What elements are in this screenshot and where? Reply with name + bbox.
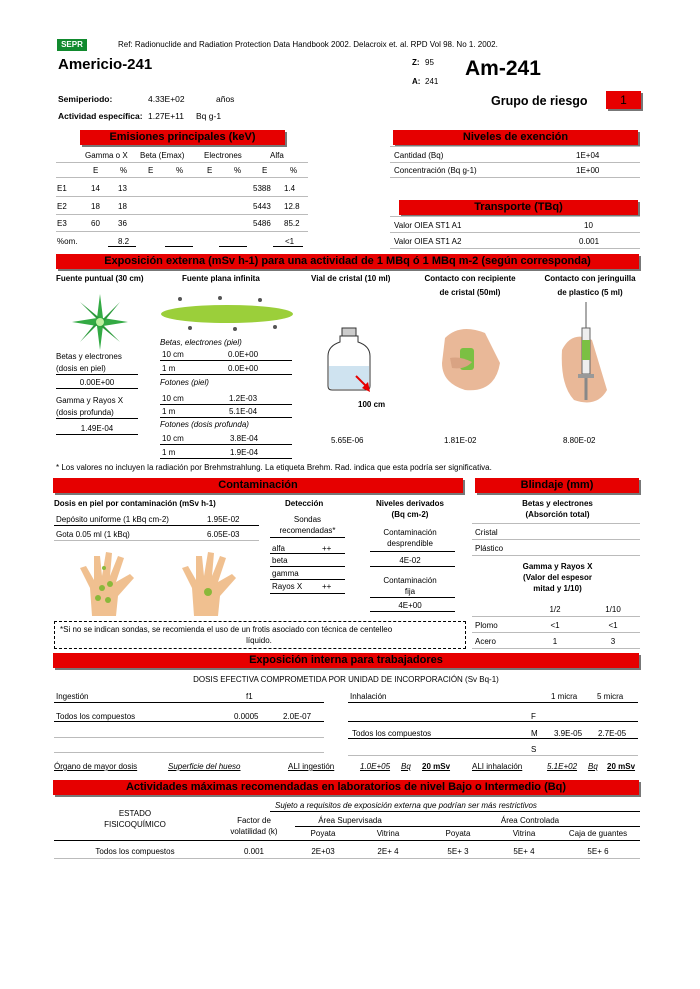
vial-icon [326, 326, 376, 396]
syringe-title: Contacto con jeringuilla [544, 274, 636, 283]
labs-row-factor: 0.001 [243, 847, 265, 856]
plane-value: 1.9E-04 [230, 448, 259, 457]
inhalation-1-micron-value: 3.9E-05 [554, 729, 583, 738]
micron-5-label: 5 micra [597, 692, 624, 701]
emission-gamma-e: 60 [91, 219, 100, 228]
fixed-label: Contaminación [383, 576, 437, 585]
plane-photon-skin-title: Fotones (piel) [160, 378, 209, 387]
emission-gamma-e: 18 [91, 202, 100, 211]
half-life-unit: años [216, 94, 235, 104]
pct-omitted-gamma: 8.2 [118, 237, 130, 246]
beta-skin-label-2: (dosis en piel) [56, 364, 106, 373]
organ-value: Superficie del hueso [168, 762, 241, 771]
exemption-header: Niveles de exención [393, 130, 638, 145]
syringe-dose-value: 8.80E-02 [563, 436, 596, 445]
skin-contamination-title: Dosis en piel por contaminación (mSv h-1) [54, 499, 216, 508]
inhalation-class: M [531, 729, 538, 738]
labs-value: 5E+ 4 [513, 847, 535, 856]
z-value: 95 [425, 58, 434, 67]
shield-gamma-title-2: (Valor del espesor [523, 573, 592, 582]
probe-name: beta [272, 556, 288, 565]
state-header: ESTADO [118, 809, 152, 818]
fixed-value: 4E+00 [398, 601, 422, 610]
shield-beta-row: Cristal [475, 528, 498, 537]
inhalation-class: F [531, 712, 536, 721]
plane-distance: 1 m [162, 364, 176, 373]
sub-e: E [262, 166, 268, 175]
sub-e: E [207, 166, 213, 175]
plane-value: 1.2E-03 [229, 394, 258, 403]
sepr-logo: SEPR [57, 39, 87, 51]
emission-alfa-pct: 12.8 [284, 202, 300, 211]
plane-source-icon [160, 294, 295, 334]
z-label: Z: [412, 58, 420, 67]
shield-beta-title-2: (Absorción total) [525, 510, 590, 519]
ali-inhalation-unit: Bq [588, 762, 598, 771]
exemption-value: 1E+00 [576, 166, 600, 175]
shield-beta-row: Plástico [475, 544, 504, 553]
hand-drop-icon [174, 548, 244, 618]
derived-levels-title: Niveles derivados [375, 499, 445, 508]
point-source-icon [70, 292, 130, 352]
probe-name: alfa [272, 544, 285, 553]
gamma-deep-label: Gamma y Rayos X [56, 396, 124, 405]
a-value: 241 [425, 77, 439, 86]
probes-title: Sondas [293, 515, 322, 524]
shield-material: Acero [475, 637, 496, 646]
emissions-col-beta: Beta (Emax) [140, 151, 185, 160]
emission-alfa-pct: 85.2 [284, 219, 300, 228]
labs-header: Actividades máximas recomendadas en laboratorios de nivel Bajo o Intermedio (Bq) [53, 780, 639, 795]
removable-label: Contaminación [383, 528, 437, 537]
container-dose-value: 1.81E-02 [444, 436, 477, 445]
emission-alfa-e: 5443 [253, 202, 271, 211]
probe-name: gamma [272, 569, 299, 578]
skin-row-label: Depósito uniforme (1 kBq cm-2) [56, 515, 169, 524]
exemption-label: Cantidad (Bq) [394, 151, 444, 160]
shield-half-value: 1 [552, 637, 558, 646]
plane-value: 5.1E-04 [229, 407, 258, 416]
emission-row-label: E2 [57, 202, 67, 211]
inhalation-class: S [531, 745, 537, 754]
emission-gamma-e: 14 [91, 184, 100, 193]
sub-p: % [234, 166, 242, 175]
sub-p: % [120, 166, 128, 175]
emission-row-label: E3 [57, 219, 67, 228]
sub-col-poyata: Poyata [445, 829, 471, 838]
plane-value: 0.0E+00 [228, 350, 259, 359]
shield-gamma-title-3: mitad y 1/10) [533, 584, 582, 593]
transport-header: Transporte (TBq) [399, 200, 638, 215]
sub-col-poyata: Poyata [310, 829, 336, 838]
derived-levels-unit: (Bq cm-2) [391, 510, 429, 519]
reference-text: Ref: Radionuclide and Radiation Protection Data Handbook 2002. Delacroix et. al. RPD Vol 98. No 1. 2002. [118, 40, 498, 49]
ingestion-f1: 0.0005 [234, 712, 259, 721]
labs-value: 5E+ 6 [587, 847, 609, 856]
ingestion-label: Ingestión [56, 692, 89, 701]
f1-label: f1 [246, 692, 253, 701]
shield-col-half: 1/2 [549, 605, 561, 614]
shield-tenth-value: 3 [610, 637, 616, 646]
point-source-title: Fuente puntual (30 cm) [56, 274, 144, 283]
ali-ingestion-unit: Bq [401, 762, 411, 771]
labs-row-state: Todos los compuestos [95, 847, 175, 856]
pct-omitted-alfa: <1 [285, 237, 295, 246]
transport-label: Valor OIEA ST1 A2 [394, 237, 462, 246]
probe-mark: ++ [322, 582, 332, 591]
plane-beta-title: Betas, electrones (piel) [160, 338, 242, 347]
specific-activity-value: 1.27E+11 [148, 111, 185, 121]
specific-activity-unit: Bq g-1 [196, 111, 222, 121]
pct-omitted-label: %om. [57, 237, 78, 246]
internal-exposure-header: Exposición interna para trabajadores [53, 653, 639, 668]
sub-col-glovebox: Caja de guantes [568, 829, 628, 838]
scintillation-note-text: *Si no se indican sondas, se recomienda el uso de un frotis asociado con técnica de centelleo [60, 625, 393, 634]
sub-p: % [176, 166, 184, 175]
factor-header: Factor de [237, 816, 271, 825]
plane-photon-deep-title: Fotones (dosis profunda) [160, 420, 249, 429]
risk-group-value: 1 [606, 91, 641, 109]
half-life-label: Semiperiodo: [58, 94, 113, 104]
sub-e: E [93, 166, 99, 175]
external-exposure-header: Exposición externa (mSv h-1) para una actividad de 1 MBq ó 1 MBq m-2 (según corresponda) [56, 254, 639, 269]
fixed-label-2: fija [404, 587, 416, 596]
emission-gamma-pct: 13 [118, 184, 127, 193]
sub-e: E [148, 166, 154, 175]
plane-distance: 10 cm [162, 434, 184, 443]
transport-value: 10 [584, 221, 593, 230]
sub-col-vitrina: Vitrina [512, 829, 536, 838]
half-life-value: 4.33E+02 [148, 94, 185, 104]
inhalation-compound: Todos los compuestos [352, 729, 432, 738]
container-title-2: de cristal (50ml) [439, 288, 501, 297]
skin-row-label: Gota 0.05 ml (1 kBq) [56, 530, 130, 539]
supervised-area-header: Área Supervisada [318, 816, 382, 825]
sub-p: % [290, 166, 298, 175]
contamination-header: Contaminación [53, 478, 463, 493]
skin-row-value: 6.05E-03 [207, 530, 240, 539]
transport-value: 0.001 [579, 237, 600, 246]
gamma-deep-value: 1.49E-04 [80, 424, 114, 433]
shield-material: Plomo [475, 621, 498, 630]
plane-distance: 10 cm [162, 394, 184, 403]
sub-col-vitrina: Vitrina [376, 829, 400, 838]
skin-row-value: 1.95E-02 [207, 515, 240, 524]
organ-label: Órgano de mayor dosis [54, 762, 138, 771]
container-hand-icon [430, 318, 510, 398]
ali-inhalation-value: 5.1E+02 [547, 762, 578, 771]
emissions-header: Emisiones principales (keV) [80, 130, 285, 145]
shield-tenth-value: <1 [608, 621, 618, 630]
emissions-col-electrons: Electrones [204, 151, 242, 160]
beta-skin-label: Betas y electrones [56, 352, 122, 361]
exemption-label: Concentración (Bq g-1) [394, 166, 477, 175]
plane-distance: 1 m [162, 448, 176, 457]
scintillation-note-text-2: líquido. [246, 636, 272, 645]
controlled-area-header: Área Controlada [500, 816, 560, 825]
element-name: Americio-241 [58, 56, 153, 73]
ali-inhalation-dose: 20 mSv [607, 762, 636, 771]
micron-1-label: 1 micra [551, 692, 578, 701]
specific-activity-label: Actividad específica: [58, 111, 143, 121]
probe-mark: ++ [322, 544, 332, 553]
vial-dose-value: 5.65E-06 [331, 436, 364, 445]
detection-title: Detección [285, 499, 324, 508]
ingestion-value: 2.0E-07 [283, 712, 312, 721]
vial-distance: 100 cm [358, 400, 386, 409]
shield-beta-title: Betas y electrones [522, 499, 593, 508]
ali-inhalation-label: ALI inhalación [472, 762, 523, 771]
brehmstrahlung-footnote: * Los valores no incluyen la radiación por Brehmstrahlung. La etiqueta Brehm. Rad. indica que esta podría ser significativa. [56, 463, 492, 472]
labs-value: 5E+ 3 [447, 847, 469, 856]
inhalation-5-micron-value: 2.7E-05 [598, 729, 627, 738]
emissions-col-alfa: Alfa [270, 151, 284, 160]
emission-gamma-pct: 36 [118, 219, 127, 228]
nuclide-symbol: Am-241 [465, 57, 541, 80]
hand-uniform-icon [72, 548, 142, 618]
transport-label: Valor OIEA ST1 A1 [394, 221, 462, 230]
emission-gamma-pct: 18 [118, 202, 127, 211]
probe-name: Rayos X [272, 582, 303, 591]
plane-source-title: Fuente plana infinita [182, 274, 260, 283]
syringe-title-2: de plastico (5 ml) [557, 288, 623, 297]
internal-subtitle: DOSIS EFECTIVA COMPROMETIDA POR UNIDAD DE INCORPORACIÓN (Sv Bq-1) [193, 675, 499, 684]
ali-ingestion-label: ALI ingestión [288, 762, 335, 771]
ingestion-compound: Todos los compuestos [56, 712, 136, 721]
removable-value: 4E-02 [399, 556, 421, 565]
emission-alfa-e: 5486 [253, 219, 271, 228]
shield-half-value: <1 [550, 621, 560, 630]
shield-gamma-title: Gamma y Rayos X [522, 562, 593, 571]
labs-value: 2E+03 [311, 847, 335, 856]
emission-alfa-e: 5388 [253, 184, 271, 193]
plane-distance: 1 m [162, 407, 176, 416]
plane-value: 3.8E-04 [230, 434, 259, 443]
shielding-header: Blindaje (mm) [475, 478, 639, 493]
plane-value: 0.0E+00 [228, 364, 259, 373]
exemption-value: 1E+04 [576, 151, 600, 160]
risk-group-label: Grupo de riesgo [491, 94, 588, 108]
emissions-col-gamma: Gamma o X [85, 151, 128, 160]
state-header-2: FISICOQUÍMICO [104, 820, 166, 829]
beta-skin-value: 0.00E+00 [79, 378, 115, 387]
labs-subject-note: Sujeto a requisitos de exposición externa que podrían ser más restrictivos [275, 801, 537, 810]
factor-header-2: volatilidad (k) [230, 827, 278, 836]
inhalation-label: Inhalación [350, 692, 387, 701]
shield-col-tenth: 1/10 [605, 605, 621, 614]
ali-ingestion-dose: 20 mSv [422, 762, 451, 771]
gamma-deep-label-2: (dosis profunda) [56, 408, 114, 417]
emission-row-label: E1 [57, 184, 67, 193]
emission-alfa-pct: 1.4 [284, 184, 296, 193]
syringe-icon [552, 300, 622, 410]
removable-label-2: desprendible [387, 539, 433, 548]
a-label: A: [412, 77, 421, 86]
container-title: Contacto con recipiente [424, 274, 516, 283]
ali-ingestion-value: 1.0E+05 [360, 762, 391, 771]
plane-distance: 10 cm [162, 350, 184, 359]
labs-value: 2E+ 4 [377, 847, 399, 856]
vial-title: Vial de cristal (10 ml) [311, 274, 391, 283]
probes-title-2: recomendadas* [279, 526, 336, 535]
